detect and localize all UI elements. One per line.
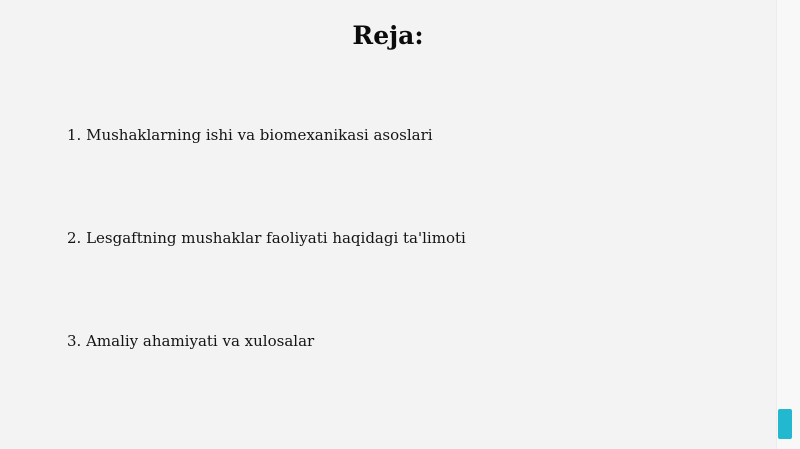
plan-item: 2. Lesgaftning mushaklar faoliyati haqidagi ta'limoti xyxy=(67,229,466,247)
vertical-scrollbar[interactable] xyxy=(776,0,800,449)
plan-item: 1. Mushaklarning ishi va biomexanikasi asoslari xyxy=(67,126,433,144)
scrollbar-thumb[interactable] xyxy=(778,409,792,439)
plan-item: 3. Amaliy ahamiyati va xulosalar xyxy=(67,332,315,350)
slide-title: Reja: xyxy=(352,21,424,50)
